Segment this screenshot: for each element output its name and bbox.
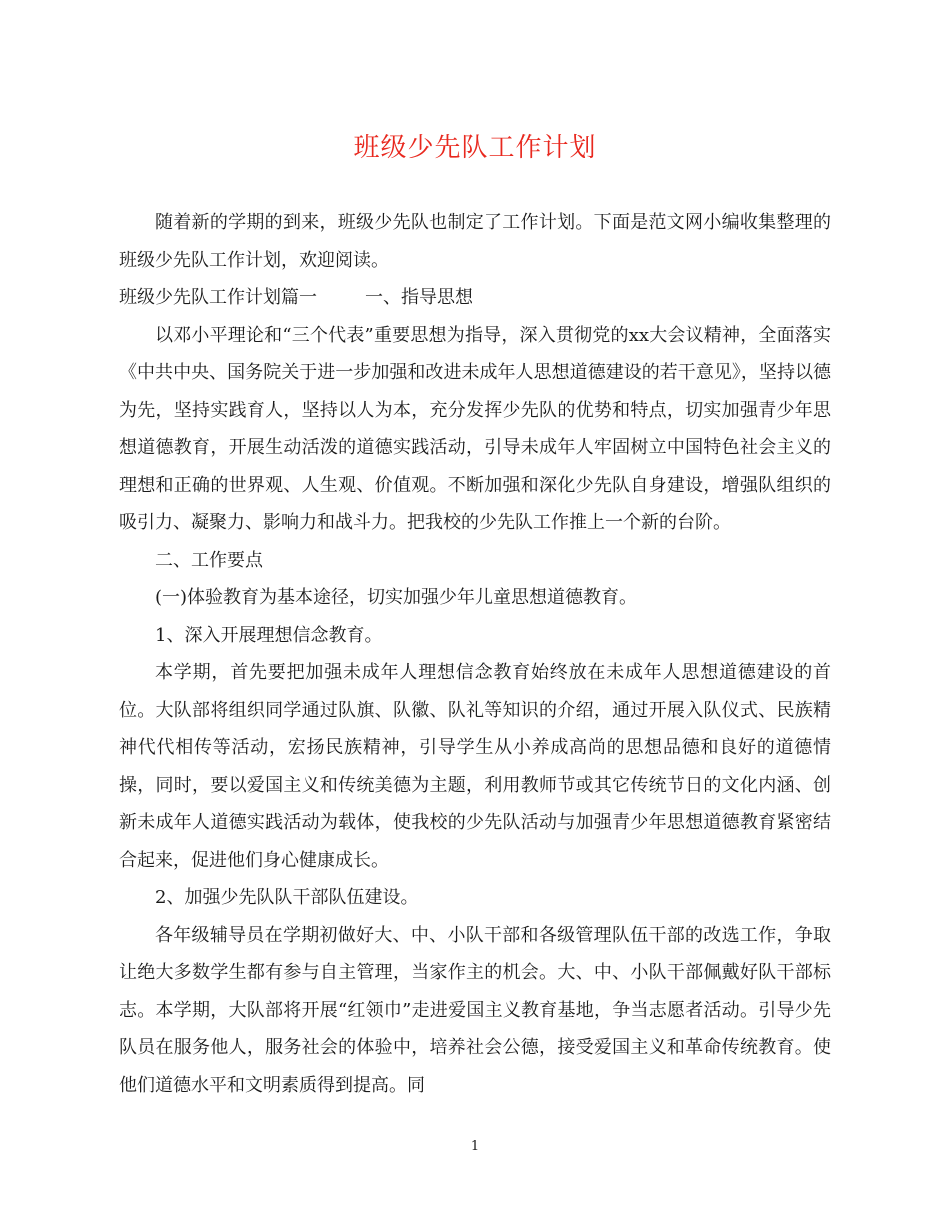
- cadre-building-heading: 2、加强少先队队干部队伍建设。: [155, 887, 419, 908]
- section-heading: 一、指导思想: [365, 287, 473, 308]
- document-body: [119, 204, 831, 1104]
- section-label-line: [119, 279, 831, 317]
- section-label: 班级少先队工作计划篇一: [119, 287, 317, 308]
- experience-education-heading: (一)体验教育为基本途径，切实加强少年儿童思想道德教育。: [155, 587, 638, 608]
- ideal-belief-paragraph: 本学期，首先要把加强未成年人理想信念教育始终放在未成年人思想道德建设的首位。大队部将组织同学通过队旗、队徽、队礼等知识的介绍，通过开展入队仪式、民族精神代代相传等活动，宏扬民族精神，引导学生从小养成高尚的思想品德和良好的道德情操，同时，要以爱国主义和传统美德为主题，利用教师节或其它传统节日的文化内涵、创新未成年人道德实践活动为载体，使我校的少先队活动与加强青少年思想道德教育紧密结合起来，促进他们身心健康成长。: [119, 662, 831, 871]
- work-points-heading: 二、工作要点: [155, 549, 263, 571]
- cadre-building-paragraph: 各年级辅导员在学期初做好大、中、小队干部和各级管理队伍干部的改选工作，争取让绝大多数学生都有参与自主管理，当家作主的机会。大、中、小队干部佩戴好队干部标志。本学期，大队部将开展“红领巾”走进爱国主义教育基地，争当志愿者活动。引导少先队员在服务他人，服务社会的体验中，培养社会公德，接受爱国主义和革命传统教育。使他们道德水平和文明素质得到提高。同: [119, 924, 831, 1096]
- document-title: 班级少先队工作计划: [353, 133, 597, 163]
- guiding-thought-paragraph: 以邓小平理论和“三个代表”重要思想为指导，深入贯彻党的xx大会议精神，全面落实《中共中央、国务院关于进一步加强和改进未成年人思想道德建设的若干意见》，坚持以德为先，坚持实践育人，坚持以人为本，充分发挥少先队的优势和特点，切实加强青少年思想道德教育，开展生动活泼的道德实践活动，引导未成年人牢固树立中国特色社会主义的理想和正确的世界观、人生观、价值观。不断加强和深化少先队自身建设，增强队组织的吸引力、凝聚力、影响力和战斗力。把我校的少先队工作推上一个新的台阶。: [119, 324, 831, 533]
- page-number: 1: [470, 1139, 480, 1154]
- ideal-belief-heading: 1、深入开展理想信念教育。: [155, 624, 383, 646]
- intro-paragraph: 随着新的学期的到来，班级少先队也制定了工作计划。下面是范文网小编收集整理的班级少先队工作计划，欢迎阅读。: [119, 212, 831, 271]
